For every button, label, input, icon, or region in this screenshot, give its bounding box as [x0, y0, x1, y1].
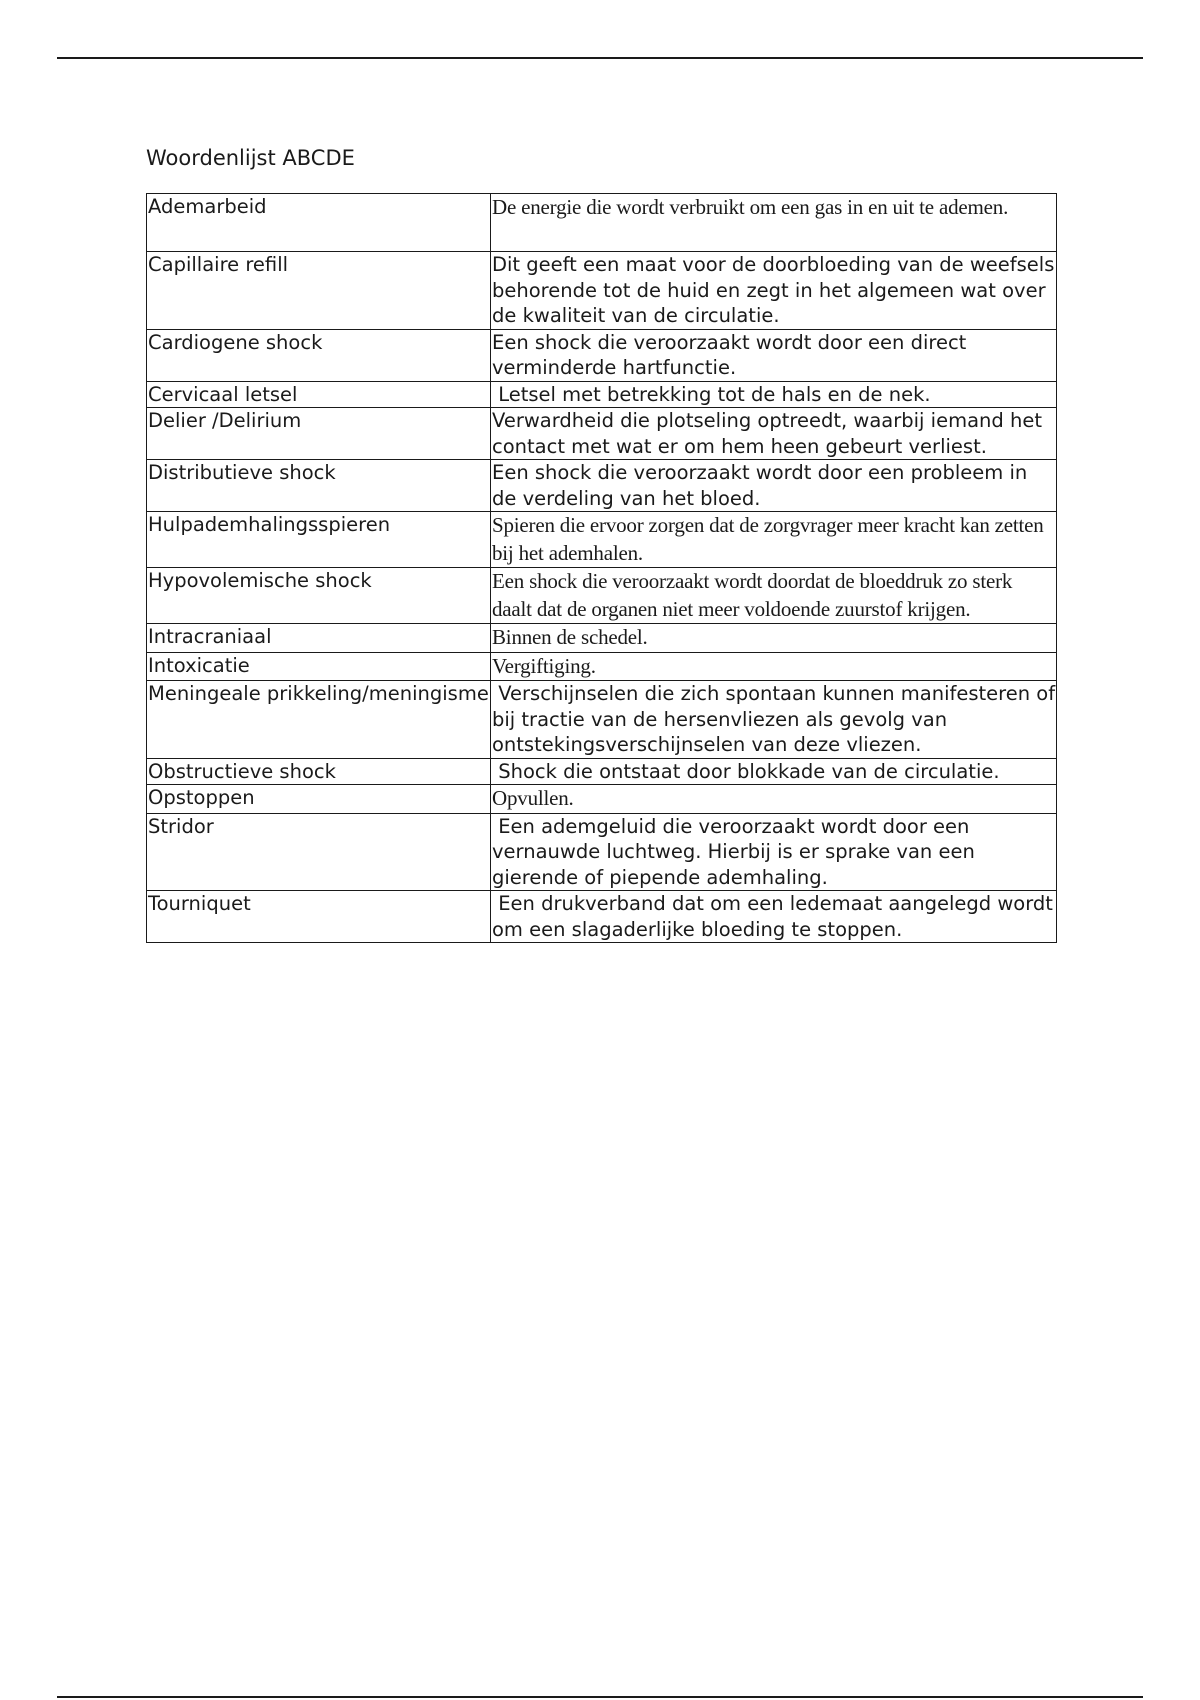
glossary-term: Opstoppen	[147, 785, 491, 814]
glossary-definition: Een shock die veroorzaakt wordt door een direct verminderde hartfunctie.	[491, 329, 1057, 381]
glossary-row	[147, 252, 1057, 330]
glossary-row	[147, 891, 1057, 943]
glossary-definition: Een shock die veroorzaakt wordt door een probleem in de verdeling van het bloed.	[491, 460, 1057, 512]
glossary-row	[147, 512, 1057, 568]
glossary-term: Ademarbeid	[147, 194, 491, 252]
glossary-definition: Vergiftiging.	[491, 652, 1057, 681]
glossary-definition: Dit geeft een maat voor de doorbloeding van de weefsels behorende tot de huid en zegt in het algemeen wat over de kwaliteit van de circulatie.	[492, 253, 1061, 327]
glossary-definition: Binnen de schedel.	[491, 624, 1057, 653]
glossary-term: Cardiogene shock	[147, 329, 491, 381]
glossary-table	[146, 193, 1062, 943]
glossary-row	[147, 785, 1057, 814]
glossary-term: Meningeale prikkeling/meningisme	[147, 681, 491, 759]
glossary-row	[147, 381, 1057, 408]
glossary-term: Cervicaal letsel	[147, 381, 491, 408]
glossary-row	[147, 408, 1057, 460]
glossary-definition: Opvullen.	[491, 785, 1057, 814]
header-rule	[57, 57, 1143, 59]
glossary-row	[147, 813, 1057, 891]
glossary-term: Stridor	[147, 813, 491, 891]
glossary-definition: Verwardheid die plotseling optreedt, waarbij iemand het contact met wat er om hem heen gebeurt verliest.	[491, 408, 1057, 460]
glossary-term: Intoxicatie	[147, 652, 491, 681]
glossary-term: Capillaire refill	[147, 252, 491, 330]
glossary-definition: Spieren die ervoor zorgen dat de zorgvrager meer kracht kan zetten bij het ademhalen.	[491, 512, 1057, 568]
glossary-term: Intracraniaal	[147, 624, 491, 653]
glossary-definition: Een drukverband dat om een ledemaat aangelegd wordt om een slagaderlijke bloeding te stoppen.	[492, 892, 1060, 941]
glossary-definition: Verschijnselen die zich spontaan kunnen manifesteren of bij tractie van de hersenvliezen als gevolg van ontstekingsverschijnselen van deze vliezen.	[492, 682, 1062, 756]
document-title: Woordenlijst ABCDE	[146, 146, 355, 170]
glossary-row	[147, 568, 1057, 624]
glossary-row	[147, 758, 1057, 785]
glossary-term: Obstructieve shock	[147, 758, 491, 785]
glossary-definition: Shock die ontstaat door blokkade van de circulatie.	[491, 758, 1057, 785]
glossary-row	[147, 681, 1057, 759]
glossary-definition: Een shock die veroorzaakt wordt doordat de bloeddruk zo sterk daalt dat de organen niet meer voldoende zuurstof krijgen.	[491, 568, 1057, 624]
glossary-term: Delier /Delirium	[147, 408, 491, 460]
footer-rule	[57, 1696, 1143, 1698]
glossary-row	[147, 194, 1057, 252]
glossary-row	[147, 652, 1057, 681]
glossary-term: Distributieve shock	[147, 460, 491, 512]
glossary-term: Hypovolemische shock	[147, 568, 491, 624]
glossary-row	[147, 624, 1057, 653]
glossary-row	[147, 460, 1057, 512]
glossary-body	[147, 194, 1062, 943]
glossary-term: Hulpademhalingsspieren	[147, 512, 491, 568]
glossary-definition: De energie die wordt verbruikt om een gas in en uit te ademen.	[491, 194, 1057, 252]
glossary-definition: Een ademgeluid die veroorzaakt wordt door een vernauwde luchtweg. Hierbij is er sprake van een gierende of piepende ademhaling.	[491, 813, 1057, 891]
glossary-definition: Letsel met betrekking tot de hals en de nek.	[491, 381, 1057, 408]
glossary-term: Tourniquet	[147, 891, 491, 943]
glossary-row	[147, 329, 1057, 381]
